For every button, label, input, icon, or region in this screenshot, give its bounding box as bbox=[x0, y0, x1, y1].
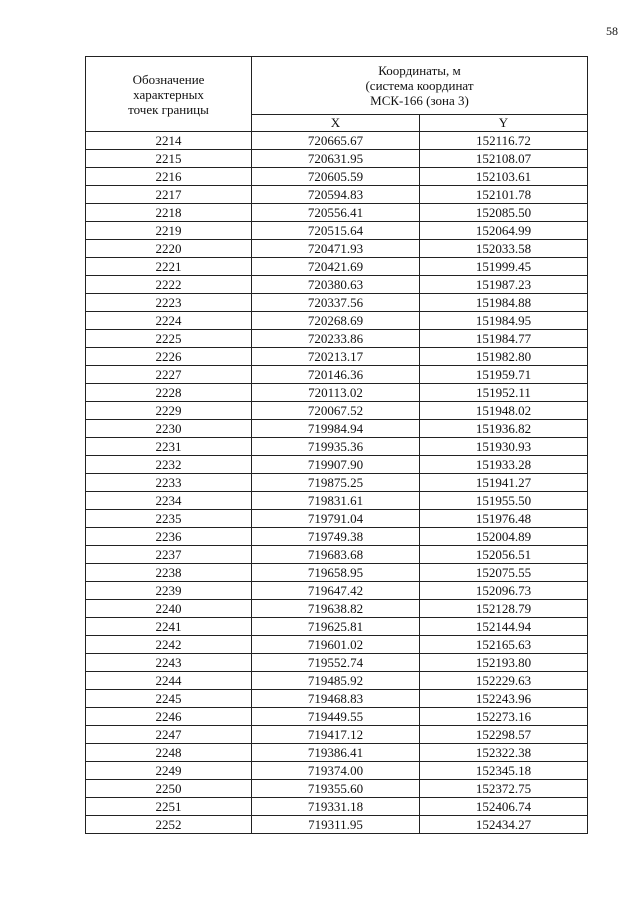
x-coordinate-cell: 720515.64 bbox=[252, 222, 420, 240]
table-header bbox=[86, 57, 588, 132]
table-row bbox=[86, 546, 588, 564]
x-coordinate-cell: 719749.38 bbox=[252, 528, 420, 546]
table-row bbox=[86, 204, 588, 222]
y-coordinate-cell: 152108.07 bbox=[420, 150, 588, 168]
x-coordinate-cell: 720233.86 bbox=[252, 330, 420, 348]
table-row bbox=[86, 600, 588, 618]
x-coordinate-cell: 719831.61 bbox=[252, 492, 420, 510]
y-coordinate-cell: 152322.38 bbox=[420, 744, 588, 762]
point-id-cell: 2242 bbox=[86, 636, 252, 654]
point-id-cell: 2243 bbox=[86, 654, 252, 672]
page-number: 58 bbox=[606, 24, 618, 38]
table-row bbox=[86, 672, 588, 690]
table-row bbox=[86, 258, 588, 276]
point-id-cell: 2216 bbox=[86, 168, 252, 186]
table-row bbox=[86, 564, 588, 582]
point-id-cell: 2227 bbox=[86, 366, 252, 384]
table-row bbox=[86, 402, 588, 420]
x-coordinate-cell: 720067.52 bbox=[252, 402, 420, 420]
table-row bbox=[86, 744, 588, 762]
coordinates-header-line: (система координат bbox=[365, 77, 474, 93]
table-row bbox=[86, 420, 588, 438]
coordinates-header bbox=[252, 57, 588, 115]
point-id-cell: 2239 bbox=[86, 582, 252, 600]
table-row bbox=[86, 330, 588, 348]
table-row bbox=[86, 348, 588, 366]
x-coordinate-cell: 720471.93 bbox=[252, 240, 420, 258]
x-coordinate-cell: 720594.83 bbox=[252, 186, 420, 204]
y-coordinate-cell: 152372.75 bbox=[420, 780, 588, 798]
y-coordinate-cell: 152345.18 bbox=[420, 762, 588, 780]
table-row bbox=[86, 438, 588, 456]
x-coordinate-cell: 719625.81 bbox=[252, 618, 420, 636]
point-id-cell: 2234 bbox=[86, 492, 252, 510]
x-coordinate-cell: 719791.04 bbox=[252, 510, 420, 528]
table-row bbox=[86, 510, 588, 528]
y-coordinate-cell: 151936.82 bbox=[420, 420, 588, 438]
x-coordinate-cell: 720268.69 bbox=[252, 312, 420, 330]
table-row bbox=[86, 240, 588, 258]
y-coordinate-cell: 151976.48 bbox=[420, 510, 588, 528]
point-id-cell: 2251 bbox=[86, 798, 252, 816]
y-coordinate-cell: 152056.51 bbox=[420, 546, 588, 564]
y-coordinate-cell: 152075.55 bbox=[420, 564, 588, 582]
x-coordinate-cell: 720605.59 bbox=[252, 168, 420, 186]
x-coordinate-cell: 720337.56 bbox=[252, 294, 420, 312]
x-coordinate-cell: 720380.63 bbox=[252, 276, 420, 294]
x-coordinate-cell: 719449.55 bbox=[252, 708, 420, 726]
y-column-header: Y bbox=[420, 114, 588, 131]
point-id-cell: 2233 bbox=[86, 474, 252, 492]
x-coordinate-cell: 720213.17 bbox=[252, 348, 420, 366]
point-id-cell: 2231 bbox=[86, 438, 252, 456]
table-row bbox=[86, 654, 588, 672]
point-id-cell: 2219 bbox=[86, 222, 252, 240]
table-row bbox=[86, 294, 588, 312]
table-row bbox=[86, 492, 588, 510]
table-row bbox=[86, 132, 588, 150]
y-coordinate-cell: 152101.78 bbox=[420, 186, 588, 204]
x-coordinate-cell: 720631.95 bbox=[252, 150, 420, 168]
table-row bbox=[86, 780, 588, 798]
point-id-cell: 2225 bbox=[86, 330, 252, 348]
x-coordinate-cell: 719374.00 bbox=[252, 762, 420, 780]
y-coordinate-cell: 152243.96 bbox=[420, 690, 588, 708]
y-coordinate-cell: 152298.57 bbox=[420, 726, 588, 744]
x-coordinate-cell: 719638.82 bbox=[252, 600, 420, 618]
point-designation-header bbox=[86, 57, 252, 132]
y-coordinate-cell: 152193.80 bbox=[420, 654, 588, 672]
point-header-line: точек границы bbox=[128, 101, 209, 117]
point-id-cell: 2250 bbox=[86, 780, 252, 798]
table-row bbox=[86, 384, 588, 402]
x-coordinate-cell: 719355.60 bbox=[252, 780, 420, 798]
point-id-cell: 2244 bbox=[86, 672, 252, 690]
table-row bbox=[86, 762, 588, 780]
table-row bbox=[86, 474, 588, 492]
point-id-cell: 2245 bbox=[86, 690, 252, 708]
point-id-cell: 2221 bbox=[86, 258, 252, 276]
point-id-cell: 2214 bbox=[86, 132, 252, 150]
y-coordinate-cell: 152116.72 bbox=[420, 132, 588, 150]
coordinates-header-line: Координаты, м bbox=[378, 62, 461, 78]
coordinates-table bbox=[85, 56, 588, 834]
point-id-cell: 2248 bbox=[86, 744, 252, 762]
point-header-line: характерных bbox=[133, 86, 204, 102]
table-row bbox=[86, 456, 588, 474]
table-row bbox=[86, 690, 588, 708]
x-coordinate-cell: 719875.25 bbox=[252, 474, 420, 492]
x-coordinate-cell: 719311.95 bbox=[252, 816, 420, 834]
table-body bbox=[86, 132, 588, 834]
table-row bbox=[86, 312, 588, 330]
y-coordinate-cell: 151984.88 bbox=[420, 294, 588, 312]
y-coordinate-cell: 152103.61 bbox=[420, 168, 588, 186]
x-coordinate-cell: 719647.42 bbox=[252, 582, 420, 600]
coordinates-header-line: МСК-166 (зона 3) bbox=[370, 92, 469, 108]
y-coordinate-cell: 152229.63 bbox=[420, 672, 588, 690]
point-id-cell: 2236 bbox=[86, 528, 252, 546]
y-coordinate-cell: 151987.23 bbox=[420, 276, 588, 294]
y-coordinate-cell: 151930.93 bbox=[420, 438, 588, 456]
point-id-cell: 2241 bbox=[86, 618, 252, 636]
table-row bbox=[86, 366, 588, 384]
y-coordinate-cell: 152165.63 bbox=[420, 636, 588, 654]
table-row bbox=[86, 222, 588, 240]
x-column-header: X bbox=[252, 114, 420, 131]
point-id-cell: 2237 bbox=[86, 546, 252, 564]
y-coordinate-cell: 151933.28 bbox=[420, 456, 588, 474]
table-row bbox=[86, 582, 588, 600]
x-coordinate-cell: 719468.83 bbox=[252, 690, 420, 708]
x-coordinate-cell: 719417.12 bbox=[252, 726, 420, 744]
y-coordinate-cell: 151999.45 bbox=[420, 258, 588, 276]
point-id-cell: 2249 bbox=[86, 762, 252, 780]
y-coordinate-cell: 152085.50 bbox=[420, 204, 588, 222]
y-coordinate-cell: 151984.95 bbox=[420, 312, 588, 330]
x-coordinate-cell: 720665.67 bbox=[252, 132, 420, 150]
y-coordinate-cell: 151955.50 bbox=[420, 492, 588, 510]
x-coordinate-cell: 719935.36 bbox=[252, 438, 420, 456]
x-coordinate-cell: 719907.90 bbox=[252, 456, 420, 474]
point-id-cell: 2235 bbox=[86, 510, 252, 528]
table-row bbox=[86, 726, 588, 744]
point-id-cell: 2224 bbox=[86, 312, 252, 330]
point-id-cell: 2222 bbox=[86, 276, 252, 294]
y-coordinate-cell: 152064.99 bbox=[420, 222, 588, 240]
x-coordinate-cell: 719601.02 bbox=[252, 636, 420, 654]
point-id-cell: 2229 bbox=[86, 402, 252, 420]
x-coordinate-cell: 720421.69 bbox=[252, 258, 420, 276]
y-coordinate-cell: 151984.77 bbox=[420, 330, 588, 348]
y-coordinate-cell: 152273.16 bbox=[420, 708, 588, 726]
y-coordinate-cell: 151948.02 bbox=[420, 402, 588, 420]
y-coordinate-cell: 151982.80 bbox=[420, 348, 588, 366]
point-id-cell: 2220 bbox=[86, 240, 252, 258]
x-coordinate-cell: 719552.74 bbox=[252, 654, 420, 672]
table-row bbox=[86, 708, 588, 726]
point-id-cell: 2232 bbox=[86, 456, 252, 474]
x-coordinate-cell: 720146.36 bbox=[252, 366, 420, 384]
point-id-cell: 2215 bbox=[86, 150, 252, 168]
y-coordinate-cell: 152434.27 bbox=[420, 816, 588, 834]
table-row bbox=[86, 186, 588, 204]
point-id-cell: 2252 bbox=[86, 816, 252, 834]
y-coordinate-cell: 151941.27 bbox=[420, 474, 588, 492]
point-header-line: Обозначение bbox=[132, 71, 205, 87]
x-coordinate-cell: 720556.41 bbox=[252, 204, 420, 222]
table-row bbox=[86, 618, 588, 636]
table-row bbox=[86, 276, 588, 294]
point-id-cell: 2230 bbox=[86, 420, 252, 438]
table-row bbox=[86, 798, 588, 816]
y-coordinate-cell: 152096.73 bbox=[420, 582, 588, 600]
table-row bbox=[86, 636, 588, 654]
point-id-cell: 2240 bbox=[86, 600, 252, 618]
x-coordinate-cell: 719658.95 bbox=[252, 564, 420, 582]
y-coordinate-cell: 152128.79 bbox=[420, 600, 588, 618]
point-id-cell: 2246 bbox=[86, 708, 252, 726]
table-row bbox=[86, 816, 588, 834]
table-row bbox=[86, 528, 588, 546]
point-id-cell: 2228 bbox=[86, 384, 252, 402]
x-coordinate-cell: 719683.68 bbox=[252, 546, 420, 564]
y-coordinate-cell: 151952.11 bbox=[420, 384, 588, 402]
y-coordinate-cell: 151959.71 bbox=[420, 366, 588, 384]
point-id-cell: 2238 bbox=[86, 564, 252, 582]
x-coordinate-cell: 720113.02 bbox=[252, 384, 420, 402]
x-coordinate-cell: 719386.41 bbox=[252, 744, 420, 762]
x-coordinate-cell: 719984.94 bbox=[252, 420, 420, 438]
point-id-cell: 2247 bbox=[86, 726, 252, 744]
point-id-cell: 2226 bbox=[86, 348, 252, 366]
x-coordinate-cell: 719331.18 bbox=[252, 798, 420, 816]
y-coordinate-cell: 152033.58 bbox=[420, 240, 588, 258]
table-row bbox=[86, 168, 588, 186]
x-coordinate-cell: 719485.92 bbox=[252, 672, 420, 690]
y-coordinate-cell: 152144.94 bbox=[420, 618, 588, 636]
y-coordinate-cell: 152406.74 bbox=[420, 798, 588, 816]
table-row bbox=[86, 150, 588, 168]
point-id-cell: 2223 bbox=[86, 294, 252, 312]
y-coordinate-cell: 152004.89 bbox=[420, 528, 588, 546]
point-id-cell: 2217 bbox=[86, 186, 252, 204]
point-id-cell: 2218 bbox=[86, 204, 252, 222]
